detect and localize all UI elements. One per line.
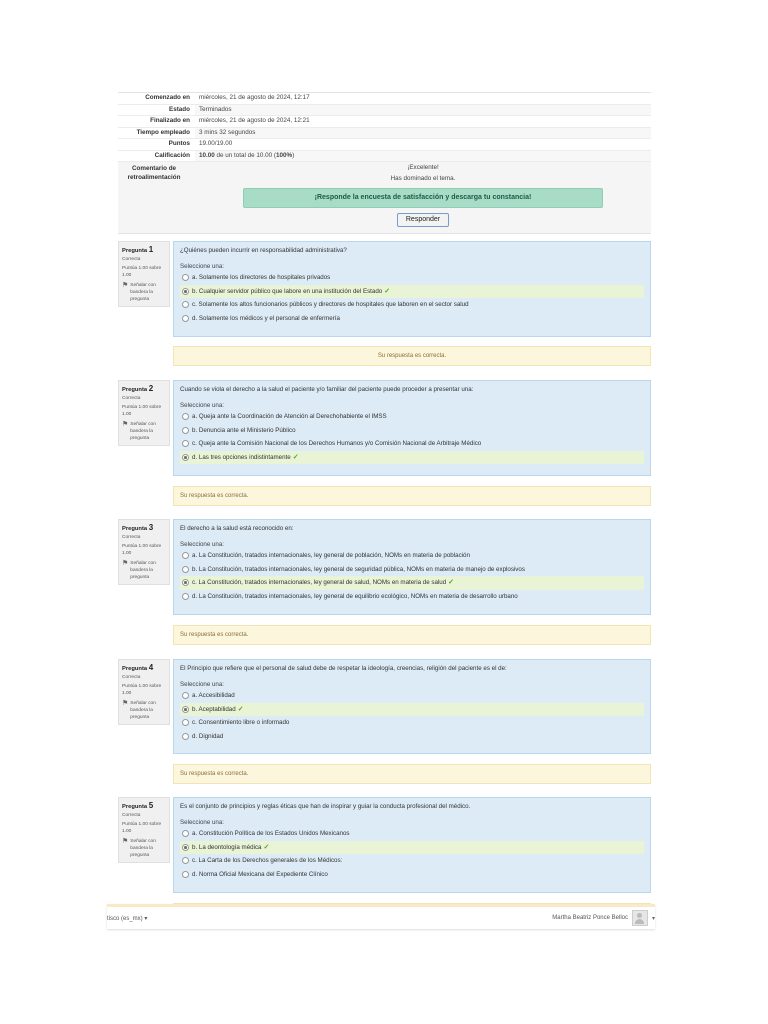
- answer-label: d. La Constitución, tratados internacionales, ley general de equilibrio ecológico, NOMs en materia de desarrollo urbano: [192, 592, 518, 600]
- answer-label: c. Queja ante la Comisión Nacional de los Derechos Humanos y/o Comisión Nacional de Arbitraje Médico: [192, 440, 482, 447]
- radio-button[interactable]: [182, 566, 189, 573]
- answer-label: d. Solamente los médicos y el personal de enfermería: [192, 314, 340, 322]
- answer-feedback: Su respuesta es correcta.: [173, 625, 651, 645]
- question-number: [122, 523, 166, 532]
- summary-label: Calificación: [118, 151, 195, 162]
- flag-label: Señalar con bandera la pregunta: [130, 561, 156, 580]
- question-status: Correcta: [122, 257, 141, 262]
- flag-icon: ⚑: [122, 421, 129, 428]
- select-prompt: Seleccione una:: [180, 681, 225, 688]
- question-num: 2: [148, 384, 154, 393]
- question-score: Puntúa 1.00 sobre 1.00: [122, 266, 162, 278]
- answer-option[interactable]: [180, 437, 644, 451]
- question-info: [118, 380, 170, 446]
- answer-label: b. Aceptabilidad: [192, 705, 236, 713]
- question-prefix: Pregunta: [122, 387, 148, 393]
- radio-button[interactable]: [182, 733, 189, 740]
- feedback-line-2: Has dominado el tema.: [390, 175, 456, 182]
- select-prompt: Seleccione una:: [180, 402, 225, 409]
- answer-label: a. Accesibilidad: [192, 692, 235, 699]
- select-prompt: Seleccione una:: [180, 541, 225, 548]
- answer-option[interactable]: [180, 298, 644, 312]
- flag-label: Señalar con bandera la pregunta: [130, 283, 156, 302]
- feedback-row: [118, 162, 651, 234]
- flag-question-link[interactable]: [122, 700, 166, 721]
- page-footer: [107, 904, 655, 929]
- answer-option[interactable]: [180, 451, 644, 465]
- answer-option[interactable]: [180, 827, 644, 841]
- radio-button[interactable]: [182, 440, 189, 447]
- answer-option[interactable]: [180, 730, 644, 744]
- summary-label: Comenzado en: [118, 93, 195, 104]
- check-icon: ✓: [263, 843, 270, 851]
- question-prefix: Pregunta: [122, 804, 148, 810]
- flag-label: Señalar con bandera la pregunta: [130, 839, 156, 858]
- answer-option[interactable]: [180, 854, 644, 868]
- question-prefix: Pregunta: [122, 666, 148, 672]
- question-number: [122, 384, 166, 393]
- survey-banner[interactable]: ¡Responde la encuesta de satisfacción y descarga tu constancia!: [243, 188, 603, 208]
- question-status: Correcta: [122, 675, 141, 680]
- answer-label: a. Constitución Política de los Estados Unidos Mexicanos: [192, 830, 350, 837]
- summary-table: [118, 92, 651, 234]
- answer-option[interactable]: [180, 716, 644, 730]
- summary-value: miércoles, 21 de agosto de 2024, 12:17: [199, 94, 310, 101]
- select-prompt: Seleccione una:: [180, 819, 225, 826]
- radio-button[interactable]: [182, 301, 189, 308]
- answer-label: c. La Carta de los Derechos generales de los Médicos:: [192, 857, 343, 864]
- question-score: Puntúa 1.00 sobre 1.00: [122, 544, 162, 556]
- answer-label: d. Norma Oficial Mexicana del Expediente Clínico: [192, 870, 328, 878]
- answer-option[interactable]: [180, 576, 644, 590]
- question-score: Puntúa 1.00 sobre 1.00: [122, 684, 162, 696]
- answer-label: a. Queja ante la Coordinación de Atención al Derechohabiente el IMSS: [192, 413, 387, 420]
- radio-button[interactable]: [182, 857, 189, 864]
- question-body: [173, 519, 651, 615]
- question-score: Puntúa 1.00 sobre 1.00: [122, 405, 162, 417]
- summary-row-grade: [118, 151, 651, 163]
- question-num: 5: [148, 801, 154, 810]
- answer-label: b. Cualquier servidor público que labore en una institución del Estado: [192, 287, 383, 295]
- answer-option[interactable]: [180, 590, 644, 604]
- user-menu[interactable]: [552, 910, 655, 926]
- summary-value: 3 mins 32 segundos: [199, 128, 256, 136]
- radio-button[interactable]: [182, 579, 189, 586]
- check-icon: ✓: [292, 453, 299, 461]
- radio-button[interactable]: [182, 427, 189, 434]
- answer-feedback: Su respuesta es correcta.: [173, 486, 651, 506]
- answer-option[interactable]: [180, 841, 644, 855]
- flag-question-link[interactable]: [122, 560, 166, 581]
- grade-value: [195, 151, 651, 162]
- radio-button[interactable]: [182, 830, 189, 837]
- flag-icon: ⚑: [122, 700, 129, 707]
- caret-down-icon[interactable]: ▾: [651, 915, 655, 922]
- answer-option[interactable]: [180, 868, 644, 882]
- question-info: [118, 241, 170, 307]
- question-number: [122, 663, 166, 672]
- summary-value: 19.00/19.00: [199, 140, 233, 147]
- summary-value: Terminados: [199, 105, 232, 113]
- radio-button[interactable]: [182, 413, 189, 420]
- answer-label: a. Solamente los directores de hospitales privados: [192, 274, 331, 281]
- attempt-summary: [118, 92, 651, 234]
- radio-button[interactable]: [182, 706, 189, 713]
- question-number: [122, 245, 166, 254]
- answer-option[interactable]: [180, 424, 644, 438]
- question-body: [173, 797, 651, 893]
- summary-label: Estado: [118, 105, 195, 116]
- flag-question-link[interactable]: [122, 421, 166, 442]
- feedback-label: Comentario de retroalimentación: [127, 165, 181, 181]
- check-icon: ✓: [384, 287, 391, 295]
- check-icon: ✓: [237, 705, 244, 713]
- answer-option[interactable]: [180, 312, 644, 326]
- summary-value: miércoles, 21 de agosto de 2024, 12:21: [199, 117, 310, 124]
- summary-row-points: [118, 139, 651, 151]
- radio-button[interactable]: [182, 692, 189, 699]
- answer-option[interactable]: [180, 271, 644, 285]
- question-text: El derecho a la salud está reconocido en:: [180, 525, 294, 532]
- answer-option[interactable]: [180, 549, 644, 563]
- summary-row-state: [118, 105, 651, 117]
- radio-button[interactable]: [182, 871, 189, 878]
- answer-label: a. La Constitución, tratados internacionales, ley general de población, NOMs en materia de población: [192, 552, 470, 559]
- flag-label: Señalar con bandera la pregunta: [130, 422, 156, 441]
- grade-text: de un total de 10.00 (: [214, 151, 277, 159]
- answer-feedback: Su respuesta es correcta.: [173, 346, 651, 366]
- summary-row-finished: [118, 116, 651, 128]
- answer-feedback: Su respuesta es correcta.: [173, 764, 651, 784]
- radio-button[interactable]: [182, 288, 189, 295]
- respond-button[interactable]: Responder: [397, 213, 449, 227]
- answer-label: c. Consentimiento libre o informado: [192, 719, 290, 726]
- answer-label: b. La Constitución, tratados internacionales, ley general de seguridad pública, NOMs en materia de manejo de explosivos: [192, 565, 525, 573]
- radio-button[interactable]: [182, 719, 189, 726]
- summary-label: Finalizado en: [118, 116, 195, 127]
- question-num: 1: [148, 245, 154, 254]
- user-avatar-icon: [632, 910, 648, 926]
- question-text: El Principio que refiere que el personal de salud debe de respetar la ideología, creencias, religión del paciente es el de:: [180, 665, 507, 672]
- check-icon: ✓: [448, 579, 455, 586]
- answer-option[interactable]: [180, 689, 644, 703]
- answer-label: d. Las tres opciones indistintamente: [192, 453, 291, 461]
- summary-label: Puntos: [118, 139, 195, 150]
- question-num: 3: [148, 523, 154, 532]
- summary-row-started: [118, 93, 651, 105]
- question-status: Correcta: [122, 813, 141, 818]
- question-body: [173, 659, 651, 754]
- answer-label: d. Dignidad: [192, 732, 224, 740]
- grade-percent: 100%: [276, 151, 293, 159]
- user-name: Martha Beatriz Ponce Belloc: [552, 915, 628, 921]
- flag-label: Señalar con bandera la pregunta: [130, 701, 156, 720]
- question-text: Es el conjunto de principios y reglas éticas que han de inspirar y guiar la conducta profesional del médico.: [180, 803, 471, 810]
- summary-row-time: [118, 128, 651, 140]
- answer-label: b. Denuncia ante el Ministerio Público: [192, 426, 296, 434]
- answer-option[interactable]: [180, 285, 644, 299]
- answer-label: b. La deontología médica: [192, 843, 262, 851]
- radio-button[interactable]: [182, 274, 189, 281]
- flag-icon: ⚑: [122, 838, 129, 845]
- answer-option[interactable]: [180, 410, 644, 424]
- question-status: Correcta: [122, 535, 141, 540]
- language-menu[interactable]: tisco (es_mx) ▾: [107, 915, 148, 922]
- grade-text-end: ): [292, 151, 295, 159]
- answer-option[interactable]: [180, 563, 644, 577]
- answer-label: c. La Constitución, tratados internacionales, ley general de salud, NOMs en materia de salud: [192, 579, 447, 586]
- answer-label: c. Solamente los altos funcionarios públicos y directores de hospitales que laboren en el sector salud: [192, 301, 469, 308]
- question-text: Cuando se viola el derecho a la salud el paciente y/o familiar del paciente puede proceder a presentar una:: [180, 386, 474, 393]
- grade-number: 10.00: [199, 151, 215, 159]
- question-body: [173, 380, 651, 476]
- question-info: [118, 659, 170, 725]
- radio-button[interactable]: [182, 315, 189, 322]
- question-info: [118, 519, 170, 585]
- question-body: [173, 241, 651, 337]
- flag-question-link[interactable]: [122, 282, 166, 303]
- feedback-line-1: ¡Excelente!: [407, 164, 439, 171]
- radio-button[interactable]: [182, 844, 189, 851]
- summary-label: Tiempo empleado: [118, 128, 195, 139]
- radio-button[interactable]: [182, 552, 189, 559]
- flag-question-link[interactable]: [122, 838, 166, 859]
- question-text: ¿Quiénes pueden incurrir en responsabilidad administrativa?: [180, 247, 347, 254]
- question-status: Correcta: [122, 396, 141, 401]
- feedback-content: [195, 162, 651, 227]
- radio-button[interactable]: [182, 593, 189, 600]
- question-score: Puntúa 1.00 sobre 1.00: [122, 822, 162, 834]
- select-prompt: Seleccione una:: [180, 263, 225, 270]
- question-number: [122, 801, 166, 810]
- question-info: [118, 797, 170, 863]
- answer-option[interactable]: [180, 703, 644, 717]
- question-num: 4: [148, 663, 154, 672]
- question-prefix: Pregunta: [122, 526, 148, 532]
- flag-icon: ⚑: [122, 560, 129, 567]
- radio-button[interactable]: [182, 454, 189, 461]
- question-prefix: Pregunta: [122, 248, 148, 254]
- flag-icon: ⚑: [122, 282, 129, 289]
